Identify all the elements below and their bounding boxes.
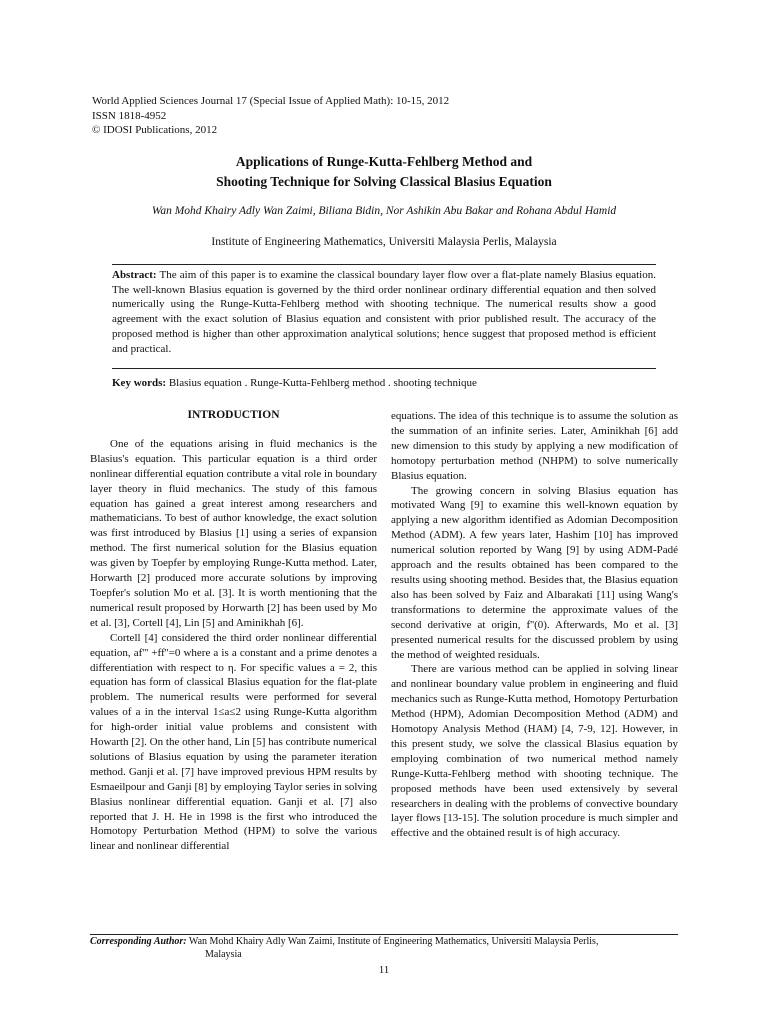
keywords	[112, 377, 672, 389]
abstract	[112, 268, 656, 356]
title-line-1: Applications of Runge-Kutta-Fehlberg Method and	[235, 154, 533, 169]
title-line-2: Shooting Technique for Solving Classical Blasius Equation	[216, 174, 552, 189]
abstract-text: The aim of this paper is to examine the classical boundary layer flow over a flat-plate namely Blasius equation. The well-known Blasius equation is governed by the third order nonlinear ordinary differential equation and then solved numerically using the Runge-Kutta-Fehlberg method with shooting technique. The numerical results show a good agreement with the exact solution of Blasius equation and consistent with prior published result. The accuracy of the proposed method is higher than other approximation analytical solutions; hence suggest that proposed method is efficient and practical.	[112, 269, 656, 355]
authors: Wan Mohd Khairy Adly Wan Zaimi, Biliana Bidin, Nor Ashikin Abu Bakar and Rohana Abdul Hamid	[151, 205, 617, 217]
journal-header	[92, 94, 449, 138]
paragraph: The growing concern in solving Blasius equation has motivated Wang [9] to examine this well-known equation by applying a new algorithm identified as Adomian Decomposition Method (ADM). A few years later, Hashim [10] has improved numerical solution reported by Wang [9] by using ADM-Padé approach and the results obtained has been compared to the results using shooting method. Besides that, the Blasius equation also has been solved by Faiz and Albarakati [11] using Wang's transformations to determine the approximate values of the second derivative at origin, f''(0). Afterwards, Mo et al. [3] presented numerical results for the discussed problem by using the method of weighted residuals.	[391, 484, 678, 661]
corresponding-author-note	[90, 936, 690, 961]
corresponding-text: Wan Mohd Khairy Adly Wan Zaimi, Institute of Engineering Mathematics, Universiti Malaysia Perlis,	[186, 936, 599, 947]
abstract-label: Abstract:	[112, 269, 157, 281]
corresponding-label: Corresponding Author:	[90, 936, 187, 947]
journal-citation: World Applied Sciences Journal 17 (Special Issue of Applied Math): 10-15, 2012	[92, 95, 450, 107]
left-column	[90, 408, 377, 854]
section-heading-introduction: INTRODUCTION	[187, 409, 280, 421]
abstract-top-rule	[112, 264, 656, 265]
paragraph: One of the equations arising in fluid mechanics is the Blasius's equation. This particular equation is a third order nonlinear differential equation contribute a vital role in boundary layer theory in fluid mechanics. The study of this famous equation has gained a great interest among researchers and mathematicians. To best of author knowledge, the exact solution was first introduced by Blasius [1] using a series of expansion method. The first numerical solution for the Blasius equation was given by Toepfer by employing Runge-Kutta method. Later, Horwarth [2] produced more accurate solutions by improving Toepfer's solution Mo et al. [3]. It is worth mentioning that the numerical result proposed by Horwarth [2] has been used by Mo et al. [3], Cortell [4], Lin [5] and Aminikhah [6].	[90, 437, 377, 629]
right-column	[391, 409, 678, 841]
affiliation: Institute of Engineering Mathematics, Universiti Malaysia Perlis, Malaysia	[211, 236, 557, 248]
paper-title	[84, 152, 684, 192]
paragraph: equations. The idea of this technique is to assume the solution as the summation of an infinite series. Later, Aminikhah [6] add new dimension to this study by applying a new modification of homotopy perturbation method (NHPM) to solve numerically Blasius equation.	[391, 410, 678, 482]
paragraph: Cortell [4] considered the third order nonlinear differential equation, af''' +ff''=0 where a is a constant and a prime denotes a differentiation with respect to η. For specific values a = 2, this equation has form of classical Blasius equation for the flat-plate problem. The numerical results were performed for several values of a in the interval 1≤a≤2 using Runge-Kutta algorithm for high-order initial value problems and consistent with Howarth [2]. On the other hand, Lin [5] has contribute numerical solutions of Blasius equation by using the parameter iteration method. Ganji et al. [7] have improved previous HPM results by Esmaeilpour and Ganji [8] by employing Taylor series in solving Blasius nonlinear differential equation. Ganji et al. [7] also reported that J. H. He in 1998 is the first who introduced the Homotopy Perturbation Method (HPM) to solve the various linear and nonlinear differential	[90, 631, 377, 853]
corresponding-continued: Malaysia	[205, 948, 242, 960]
journal-issn: ISSN 1818-4952	[92, 109, 167, 122]
keywords-text: Blasius equation . Runge-Kutta-Fehlberg method . shooting technique	[166, 377, 477, 389]
page-number: 11	[378, 964, 390, 976]
paragraph: There are various method can be applied in solving linear and nonlinear boundary value problem in engineering and fluid mechanics such as Runge-Kutta method, Homotopy Perturbation Method (HPM), Adomian Decomposition Method (ADM) and Homotopy Analysis Method (HAM) [4, 7-9, 12]. However, in this present study, we solve the classical Blasius equation by employing combination of two numerical method namely Runge-Kutta-Fehlberg method with shooting technique. The proposed methods have been used extensively by several researchers in dealing with the problems of convective boundary layer flows [13-15]. The solution procedure is much simpler and effective and the obtained result is of high accuracy.	[391, 663, 678, 840]
keywords-label: Key words:	[112, 377, 167, 389]
abstract-bottom-rule	[112, 368, 656, 369]
journal-publisher: © IDOSI Publications, 2012	[92, 124, 218, 136]
footnote-rule	[90, 934, 678, 935]
